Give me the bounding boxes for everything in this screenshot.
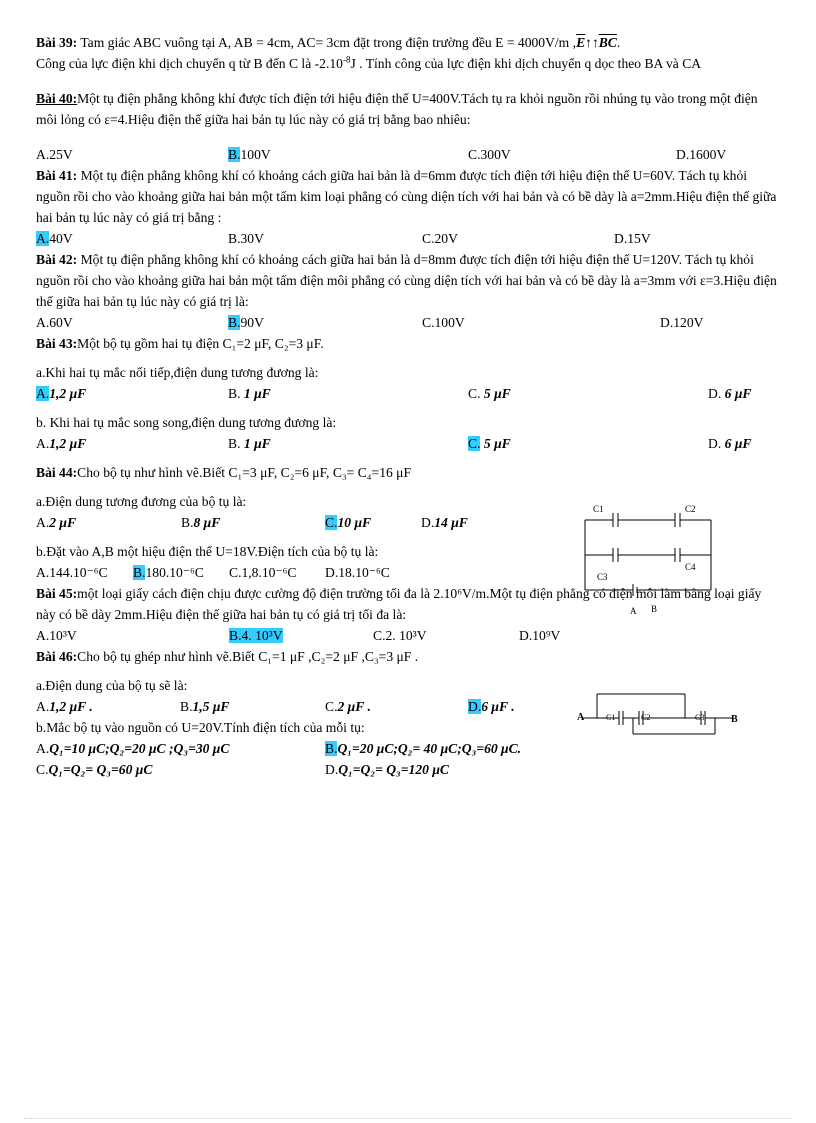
question-label: Bài 42: xyxy=(36,252,78,267)
worksheet-page xyxy=(36,32,780,780)
option-d[interactable]: D.120V xyxy=(660,315,704,330)
c2-label: C2 xyxy=(685,504,696,514)
sub-question-a: a.Khi hai tụ mắc nối tiếp,điện dung tương đương là: xyxy=(36,365,319,380)
question-42 xyxy=(36,249,780,312)
option-a[interactable]: A.10³V xyxy=(36,628,77,643)
option-b[interactable] xyxy=(229,625,373,646)
option-a[interactable]: A.Q₁=10 μC;Q₂=20 μC ;Q₃=30 μC xyxy=(36,741,230,756)
question-41 xyxy=(36,165,780,228)
option-c[interactable]: C. 5 μF xyxy=(468,386,511,401)
option-b[interactable]: B. 1 μF xyxy=(228,386,271,401)
question-label: Bài 43: xyxy=(36,336,78,351)
question-label: Bài 39: xyxy=(36,35,78,50)
answer-row xyxy=(36,383,780,404)
question-text: một loại giấy cách điện chịu được cường độ điện trường tối đa là 2.10⁶V/m.Một tụ điện phẳng có điện môi làm bằng loại giấy này có bề dày 2mm.Hiệu điện thế giữa hai bản tụ có giá trị tối đa là: xyxy=(36,586,762,622)
answer-row xyxy=(36,144,780,165)
question-text: Một tụ điện phẳng không khí được tích điện tới hiệu điện thế U=400V.Tách tụ ra khỏi nguồn rồi nhúng tụ vào trong một điện môi lỏng có ε=4.Hiệu điện thế giữa hai bản tụ lúc này có giá trị bằng bao nhiêu: xyxy=(36,91,758,127)
option-b[interactable]: B.180.10⁻⁶C xyxy=(133,565,204,580)
question-label: Bài 45: xyxy=(36,586,78,601)
option-a[interactable]: A.40V xyxy=(36,231,73,246)
option-d[interactable]: D.6 μF . xyxy=(468,699,515,714)
b-label: B xyxy=(731,714,738,725)
option-b[interactable]: B.1,5 μF xyxy=(180,699,230,714)
answer-row xyxy=(36,738,780,759)
c1-label: C1 xyxy=(593,504,604,514)
sub-question-a: a.Điện dung tương đương của bộ tụ là: xyxy=(36,494,247,509)
option-d[interactable]: D.Q₁=Q₂= Q₃=120 μC xyxy=(325,762,449,777)
option-c[interactable]: C.300V xyxy=(468,147,511,162)
correct-answer-marker: B.4. 10³V xyxy=(229,628,283,643)
correct-answer-marker: B. xyxy=(228,147,241,162)
sub-question-b: b.Đặt vào A,B một hiệu điện thế U=18V.Điện tích của bộ tụ là: xyxy=(36,544,379,559)
option-c[interactable]: C. 5 μF xyxy=(468,436,511,451)
option-c[interactable]: C.Q₁=Q₂= Q₃=60 μC xyxy=(36,762,153,777)
option-c[interactable]: C.1,8.10⁻⁶C xyxy=(229,565,297,580)
c2-label: C2 xyxy=(641,713,651,722)
answer-row xyxy=(36,759,780,780)
question-40 xyxy=(36,88,780,130)
correct-answer-marker: A. xyxy=(36,231,50,246)
correct-answer-marker: B. xyxy=(325,741,338,756)
c3-label: C3 xyxy=(695,713,705,722)
question-text: Một tụ điện phẳng không khí có khoảng cách giữa hai bản là d=6mm được tích điện tới hiệu điện thế U=60V. Tách tụ khỏi nguồn rồi cho vào khoảng giữa hai bản một tấm kim loại phẳng có cùng diện tích với hai bản và có bề dày là a=2mm.Hiệu điện thế giữa hai bản tụ lúc này có giá trị bằng : xyxy=(36,168,777,225)
a-label: A xyxy=(630,606,637,616)
question-46 xyxy=(36,646,780,667)
option-a[interactable]: A.1,2 μF xyxy=(36,386,87,401)
answer-row xyxy=(36,625,780,646)
a-label: A xyxy=(577,712,585,723)
option-c[interactable]: C.100V xyxy=(422,315,465,330)
option-d[interactable]: D. 6 μF xyxy=(708,386,752,401)
question-44 xyxy=(36,462,780,483)
question-label: Bài 40: xyxy=(36,91,78,106)
question-text: Cho bộ tụ ghép như hình vẽ.Biết C₁=1 μF ,C₂=2 μF ,C₃=3 μF . xyxy=(77,649,419,664)
option-d[interactable]: D. 6 μF xyxy=(708,436,752,451)
answer-row xyxy=(36,228,780,249)
option-a[interactable]: A.1,2 μF xyxy=(36,436,87,451)
question-text-3: J . Tính công của lực điện khi dịch chuyển q dọc theo BA và CA xyxy=(350,56,702,71)
option-a[interactable]: A.60V xyxy=(36,315,73,330)
question-text: Một tụ điện phẳng không khí có khoảng cách giữa hai bản là d=8mm được tích điện tới hiệu điện thế U=120V. Tách tụ khỏi nguồn rồi cho vào khoảng giữa hai bản một tấm điện môi phẳng có cùng diện tích với hai bản và có bề dày là a=3mm với ε=3.Hiệu điện thế giữa hai bản tụ lúc này có giá trị là: xyxy=(36,252,777,309)
option-d[interactable]: D.14 μF xyxy=(421,515,468,530)
vector-e: $\overline{E}$ xyxy=(576,35,586,50)
sub-question-b: b. Khi hai tụ mắc song song,điện dung tương đương là: xyxy=(36,415,337,430)
correct-answer-marker: B. xyxy=(228,315,241,330)
parallel-symbol: ↑↑ xyxy=(585,35,599,50)
correct-answer-marker: C. xyxy=(468,436,481,451)
option-c[interactable]: C.20V xyxy=(422,231,458,246)
option-b[interactable]: B.100V xyxy=(228,147,271,162)
question-text: Tam giác ABC vuông tại A, AB = 4cm, AC= 3cm đặt trong điện trường đều E = 4000V/m , xyxy=(77,35,577,50)
b-label: B xyxy=(651,604,658,614)
option-d[interactable]: D.10⁹V xyxy=(519,628,561,643)
option-a[interactable]: A.25V xyxy=(36,147,73,162)
answer-row xyxy=(36,312,780,333)
option-c[interactable]: C.2 μF . xyxy=(325,699,371,714)
c4-label: C4 xyxy=(685,562,696,572)
sub-question-b: b.Mắc bộ tụ vào nguồn có U=20V.Tính điện tích của mỗi tụ: xyxy=(36,720,365,735)
page-bottom-rule xyxy=(24,1118,792,1119)
answer-row xyxy=(36,433,780,454)
question-label: Bài 41: xyxy=(36,168,78,183)
correct-answer-marker: B. xyxy=(133,565,146,580)
c1-label: C1 xyxy=(606,713,616,722)
option-b[interactable]: B.8 μF xyxy=(181,515,221,530)
question-text-2: Công của lực điện khi dịch chuyển q từ B đến C là -2.10 xyxy=(36,56,343,71)
circuit-diagram-46 xyxy=(575,690,745,740)
option-c[interactable]: C.2. 10³V xyxy=(373,628,427,643)
vector-bc: $\overline{BC}$ xyxy=(598,35,617,50)
option-d[interactable]: D.15V xyxy=(614,231,651,246)
option-b[interactable]: B.Q₁=20 μC;Q₂= 40 μC;Q₃=60 μC. xyxy=(325,741,522,756)
correct-answer-marker: C. xyxy=(325,515,338,530)
question-43 xyxy=(36,333,780,354)
option-b[interactable]: B.30V xyxy=(228,231,264,246)
question-39: Bài 39: Tam giác ABC vuông tại A, AB = 4cm, AC= 3cm đặt trong điện trường đều E = 4000V/m $,\overline{E}↑↑\overline{BC}$. Công của lực điện khi dịch chuyển q từ B đến C là $-2.10^{-8}J$ . Tính công của lực điện khi dịch chuyển q dọc theo BA và CA xyxy=(36,35,702,71)
question-label: Bài 46: xyxy=(36,649,78,664)
option-b[interactable]: B.90V xyxy=(228,315,264,330)
question-label: Bài 44: xyxy=(36,465,78,480)
sub-question-a: a.Điện dung của bộ tụ sẽ là: xyxy=(36,678,188,693)
option-d[interactable]: D.1600V xyxy=(676,147,727,162)
question-text: Một bộ tụ gồm hai tụ điện C₁=2 μF, C₂=3 μF. xyxy=(77,336,324,351)
correct-answer-marker: D. xyxy=(468,699,482,714)
exponent: -8 xyxy=(342,54,351,65)
option-a[interactable]: A.144.10⁻⁶C xyxy=(36,565,108,580)
c3-label: C3 xyxy=(597,572,608,582)
circuit-diagram-44 xyxy=(583,500,718,620)
correct-answer-marker: A. xyxy=(36,386,50,401)
option-a[interactable]: A.1,2 μF . xyxy=(36,699,93,714)
option-a[interactable]: A.2 μF xyxy=(36,515,77,530)
option-d[interactable]: D.18.10⁻⁶C xyxy=(325,565,390,580)
question-text: Cho bộ tụ như hình vẽ.Biết C₁=3 μF, C₂=6 μF, C₃= C₄=16 μF xyxy=(77,465,412,480)
option-b[interactable]: B. 1 μF xyxy=(228,436,271,451)
option-c[interactable]: C.10 μF xyxy=(325,515,372,530)
